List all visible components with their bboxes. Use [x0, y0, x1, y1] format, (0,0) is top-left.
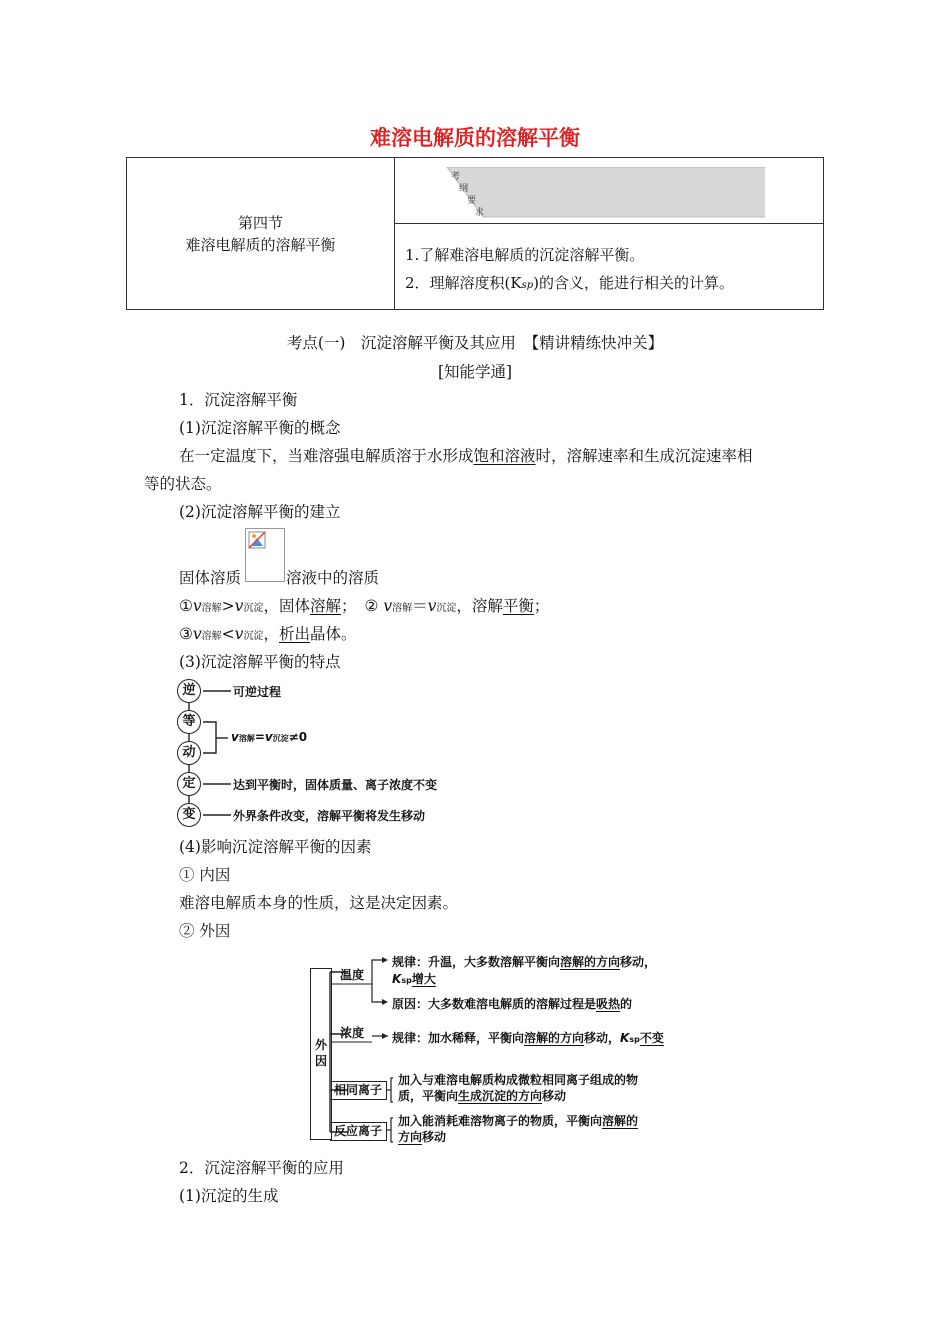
requirement-1: 1.了解难溶电解质的沉淀溶解平衡。	[405, 246, 645, 264]
rate-line-2: ③v溶解<v沉淀，析出晶体。	[179, 625, 357, 643]
temperature-rule: 规律：升温，大多数溶解平衡向溶解的方向移动，	[392, 955, 657, 969]
internal-factor-desc: 难溶电解质本身的性质，这是决定因素。	[179, 894, 459, 912]
heading-1-2: (2)沉淀溶解平衡的建立	[179, 503, 341, 521]
concentration-rule: 规律：加水稀释，平衡向溶解的方向移动，Ksp不变	[392, 1031, 664, 1045]
common-ion-line-1: 加入与难溶电解质构成微粒相同离子组成的物	[398, 1073, 639, 1087]
feature-equal-circle: 等	[177, 710, 201, 734]
image-placeholder-icon	[248, 531, 266, 549]
definition-line: 在一定温度下，当难溶强电解质溶于水形成饱和溶液时，溶解速率和生成沉淀速率相	[179, 447, 753, 465]
feature-dynamic-circle: 动	[177, 741, 201, 765]
internal-factor: ① 内因	[179, 866, 231, 884]
heading-1-1: (1)沉淀溶解平衡的概念	[179, 419, 341, 437]
factor-temperature: 温度	[340, 968, 365, 982]
dissolved-solute: 溶液中的溶质	[286, 569, 380, 587]
requirement-2: 2．理解溶度积(Ksp)的含义，能进行相关的计算。	[405, 274, 735, 292]
reacting-ion-line-2: 方向移动	[398, 1130, 447, 1144]
factor-concentration: 浓度	[340, 1026, 365, 1040]
feature-reversible-circle: 逆	[177, 679, 201, 703]
feature-fixed-circle: 定	[177, 772, 201, 796]
feature-change-circle: 变	[177, 803, 201, 827]
solid-solute: 固体溶质	[179, 569, 242, 587]
heading-2-1: (1)沉淀的生成	[179, 1187, 279, 1205]
feature-rate-equation: v溶解=v沉淀≠0	[231, 730, 308, 744]
section-heading: 考点(一) 沉淀溶解平衡及其应用 【精讲精练快冲关】	[286, 334, 664, 352]
chapter-name: 难溶电解质的溶解平衡	[185, 235, 336, 254]
outline-banner	[395, 165, 823, 217]
heading-1-4: (4)影响沉淀溶解平衡的因素	[179, 838, 372, 856]
section-subheading: [知能学通]	[437, 363, 513, 381]
rate-line-1: ①v溶解>v沉淀，固体溶解； ② v溶解＝v沉淀，溶解平衡；	[179, 597, 550, 615]
banner-char: 要	[467, 195, 477, 206]
external-root-box: 外因	[310, 968, 332, 1140]
page-title: 难溶电解质的溶解平衡	[370, 126, 580, 150]
header-table	[126, 157, 824, 310]
banner-char: 求	[475, 207, 485, 218]
heading-1: 1．沉淀溶解平衡	[179, 391, 298, 409]
factor-reacting-ion: 反应离子	[330, 1122, 387, 1141]
feature-fixed-text: 达到平衡时，固体质量、离子浓度不变	[233, 778, 438, 792]
temperature-reason: 原因：大多数难溶电解质的溶解过程是吸热的	[392, 997, 633, 1011]
reacting-ion-line-1: 加入能消耗难溶物离子的物质，平衡向溶解的	[398, 1114, 639, 1128]
features-diagram	[176, 678, 476, 828]
chapter-number: 第四节	[237, 213, 283, 232]
banner-graphic	[445, 167, 765, 221]
heading-2: 2．沉淀溶解平衡的应用	[179, 1159, 344, 1177]
chapter-cell	[127, 158, 395, 310]
requirements-cell	[395, 224, 824, 310]
factor-common-ion: 相同离子	[330, 1081, 387, 1100]
definition-cont: 等的状态。	[144, 475, 222, 493]
temperature-rule-ksp: Ksp增大	[392, 972, 436, 986]
common-ion-line-2: 质，平衡向生成沉淀的方向移动	[398, 1089, 567, 1103]
heading-1-3: (3)沉淀溶解平衡的特点	[179, 653, 341, 671]
equilibrium-image	[245, 528, 285, 582]
banner-char: 纲	[459, 183, 469, 194]
banner-char: 考	[451, 171, 461, 182]
feature-change-text: 外界条件改变，溶解平衡将发生移动	[233, 809, 426, 823]
external-factors-diagram	[308, 950, 678, 1150]
external-factor: ② 外因	[179, 922, 231, 940]
banner-cell	[395, 158, 824, 224]
feature-reversible-text: 可逆过程	[233, 685, 282, 699]
